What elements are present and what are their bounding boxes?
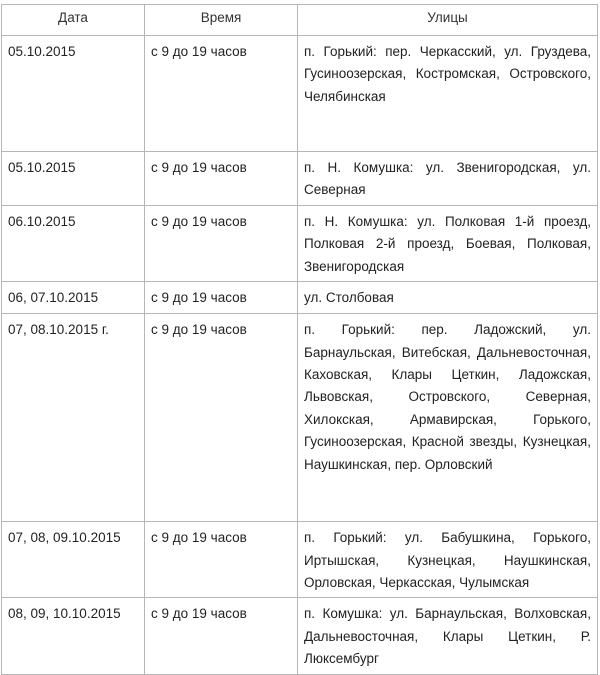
table-row: [2, 206, 598, 282]
table-row: [2, 36, 598, 152]
table-header-row: [2, 5, 598, 36]
time-cell: с 9 до 19 часов: [145, 36, 298, 152]
time-cell: с 9 до 19 часов: [145, 152, 298, 206]
time-cell: с 9 до 19 часов: [145, 282, 298, 314]
streets-cell: ул. Столбовая: [298, 282, 598, 314]
table-row: [2, 598, 598, 674]
streets-cell: п. Горький: ул. Бабушкина, Горького, Иртышская, Кузнецкая, Наушкинская, Орловская, Черкасская, Чулымская: [298, 522, 598, 598]
streets-cell: п. Горький: пер. Ладожский, ул. Барнаульская, Витебская, Дальневосточная, Каховская, Клары Цеткин, Ладожская, Львовская, Островского, Северная, Хилокская, Армавирская, Горького, Гусиноозерская, Красной звезды, Кузнецкая, Наушкинская, пер. Орловский: [298, 314, 598, 522]
table-row: [2, 314, 598, 522]
table-row: [2, 282, 598, 314]
date-cell: 08, 09, 10.10.2015: [2, 598, 145, 674]
table-row: [2, 522, 598, 598]
date-cell: 05.10.2015: [2, 36, 145, 152]
time-cell: с 9 до 19 часов: [145, 314, 298, 522]
date-cell: 06, 07.10.2015: [2, 282, 145, 314]
time-cell: с 9 до 19 часов: [145, 206, 298, 282]
time-cell: с 9 до 19 часов: [145, 522, 298, 598]
date-cell: 05.10.2015: [2, 152, 145, 206]
time-cell: с 9 до 19 часов: [145, 598, 298, 674]
streets-cell: п. Н. Комушка: ул. Звенигородская, ул. Северная: [298, 152, 598, 206]
streets-cell: п. Комушка: ул. Барнаульская, Волховская, Дальневосточная, Клары Цеткин, Р. Люксембург: [298, 598, 598, 674]
date-cell: 07, 08, 09.10.2015: [2, 522, 145, 598]
header-date: Дата: [2, 5, 145, 36]
streets-cell: п. Горький: пер. Черкасский, ул. Груздева, Гусиноозерская, Костромская, Островского, Челябинская: [298, 36, 598, 152]
header-time: Время: [145, 5, 298, 36]
date-cell: 07, 08.10.2015 г.: [2, 314, 145, 522]
header-streets: Улицы: [298, 5, 598, 36]
schedule-table: [1, 4, 598, 675]
table-row: [2, 152, 598, 206]
date-cell: 06.10.2015: [2, 206, 145, 282]
streets-cell: п. Н. Комушка: ул. Полковая 1-й проезд, Полковая 2-й проезд, Боевая, Полковая, Звенигородская: [298, 206, 598, 282]
